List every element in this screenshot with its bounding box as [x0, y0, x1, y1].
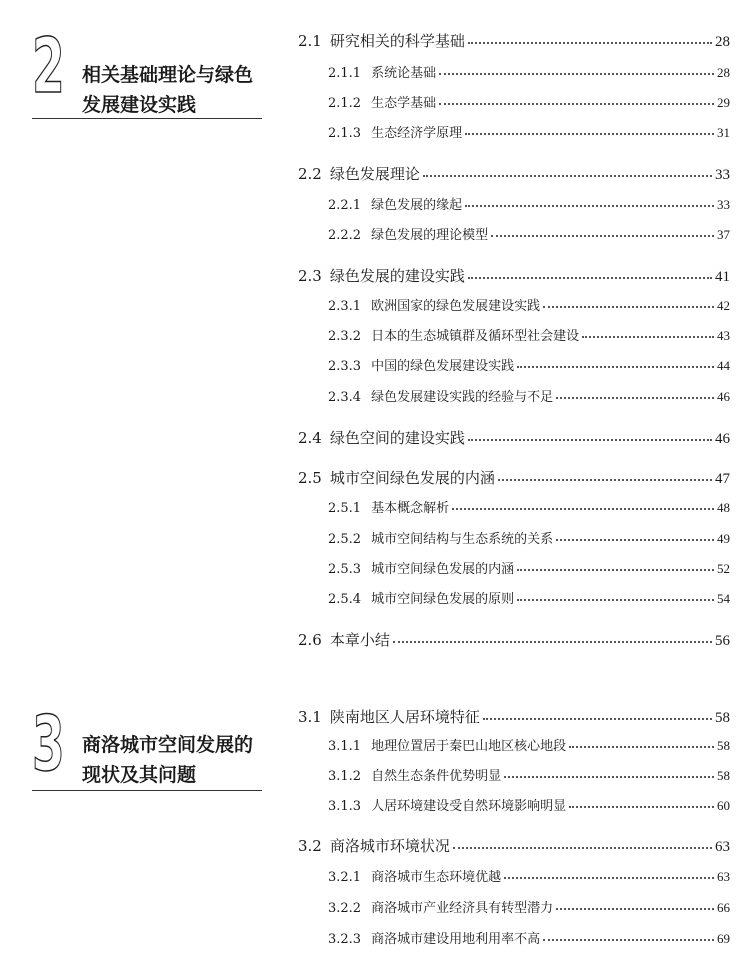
toc-dot-leader — [453, 847, 712, 849]
toc-entry-title: 商洛城市生态环境优越 — [371, 870, 502, 885]
toc-subsection-entry[interactable] — [298, 866, 730, 885]
toc-dot-leader — [498, 479, 712, 481]
toc-page-number: 48 — [717, 500, 730, 515]
toc-page-number: 63 — [715, 839, 730, 855]
toc-entry-title: 人居环境建设受自然环境影响明显 — [371, 799, 567, 814]
toc-page-number: 44 — [717, 358, 730, 373]
toc-dot-leader — [569, 806, 714, 808]
toc-page-number: 58 — [717, 768, 730, 783]
toc-entry-title: 城市空间结构与生态系统的关系 — [371, 532, 554, 547]
chapter-title-line: 现状及其问题 — [82, 764, 197, 786]
toc-dot-leader — [483, 718, 712, 720]
toc-subsection-entry[interactable] — [298, 325, 730, 344]
toc-entry-number: 2.2.2 — [328, 228, 362, 243]
toc-page-number: 69 — [717, 931, 730, 946]
chapter-2-heading — [32, 21, 262, 123]
toc-entry-number: 3.2 — [298, 837, 322, 855]
toc-entry-number: 3.1.3 — [328, 799, 362, 814]
toc-subsection-entry[interactable] — [298, 765, 730, 784]
toc-entry-title: 基本概念解析 — [371, 501, 450, 516]
toc-subsection-entry[interactable] — [298, 194, 730, 213]
toc-entry-number: 2.1.1 — [328, 66, 362, 81]
toc-section-entry[interactable] — [298, 706, 730, 727]
toc-dot-leader — [543, 306, 714, 308]
toc-entry-number: 2.5.3 — [328, 562, 362, 577]
toc-entry-title: 陕南地区人居环境特征 — [329, 708, 480, 726]
toc-dot-leader — [468, 439, 712, 441]
toc-page-number: 47 — [715, 471, 730, 487]
toc-page-number: 52 — [717, 561, 730, 576]
toc-subsection-entry[interactable] — [298, 588, 730, 607]
toc-dot-leader — [556, 908, 714, 910]
toc-dot-leader — [556, 539, 714, 541]
toc-entry-title: 城市空间绿色发展的内涵 — [371, 562, 515, 577]
toc-subsection-entry[interactable] — [298, 355, 730, 374]
toc-entry-number: 2.3.4 — [328, 390, 362, 405]
toc-page-number: 63 — [717, 869, 730, 884]
toc-dot-leader — [556, 397, 714, 399]
toc-dot-leader — [468, 42, 712, 44]
toc-page-number: 46 — [715, 431, 730, 447]
toc-subsection-entry[interactable] — [298, 897, 730, 916]
toc-dot-leader — [569, 746, 714, 748]
toc-entry-title: 商洛城市环境状况 — [329, 837, 450, 855]
toc-subsection-entry[interactable] — [298, 735, 730, 754]
toc-subsection-entry[interactable] — [298, 795, 730, 814]
toc-entry-number: 2.1 — [298, 32, 322, 50]
toc-subsection-entry[interactable] — [298, 62, 730, 81]
toc-entry-number: 2.2 — [298, 165, 322, 183]
toc-entry-title: 绿色发展理论 — [329, 165, 420, 183]
toc-page-number: 60 — [717, 798, 730, 813]
toc-entry-number: 2.3.2 — [328, 329, 362, 344]
toc-entry-number: 2.4 — [298, 429, 322, 447]
toc-section-entry[interactable] — [298, 467, 730, 488]
toc-dot-leader — [468, 277, 712, 279]
toc-entry-title: 系统论基础 — [371, 66, 437, 81]
toc-entry-title: 绿色发展的缘起 — [371, 198, 463, 213]
toc-entry-number: 2.1.2 — [328, 96, 362, 111]
toc-page-number: 28 — [715, 34, 730, 50]
toc-section-entry[interactable] — [298, 265, 730, 286]
toc-entry-number: 2.5 — [298, 469, 322, 487]
chapter-title — [82, 60, 253, 120]
toc-subsection-entry[interactable] — [298, 528, 730, 547]
toc-entry-title: 绿色发展的建设实践 — [329, 267, 465, 285]
toc-dot-leader — [465, 133, 714, 135]
toc-dot-leader — [517, 599, 714, 601]
toc-entry-title: 生态经济学原理 — [371, 126, 463, 141]
toc-page-number: 54 — [717, 591, 730, 606]
toc-entry-title: 城市空间绿色发展的原则 — [371, 592, 515, 607]
toc-dot-leader — [393, 641, 712, 643]
toc-subsection-entry[interactable] — [298, 386, 730, 405]
toc-entry-number: 3.2.3 — [328, 932, 362, 947]
toc-subsection-entry[interactable] — [298, 122, 730, 141]
toc-entry-number: 2.3 — [298, 267, 322, 285]
toc-dot-leader — [543, 939, 714, 941]
chapter-title-line: 发展建设实践 — [82, 94, 197, 116]
toc-section-entry[interactable] — [298, 427, 730, 448]
toc-entry-title: 绿色发展建设实践的经验与不足 — [371, 390, 554, 405]
toc-dot-leader — [465, 205, 714, 207]
toc-subsection-entry[interactable] — [298, 558, 730, 577]
toc-section-entry[interactable] — [298, 629, 730, 650]
toc-dot-leader — [439, 73, 714, 75]
toc-dot-leader — [452, 508, 714, 510]
chapter-title-line: 相关基础理论与绿色 — [82, 64, 254, 86]
toc-entry-title: 绿色发展的理论模型 — [371, 228, 489, 243]
chapter-3-heading — [32, 699, 262, 796]
chapter-title — [82, 730, 253, 790]
toc-page-number: 43 — [717, 328, 730, 343]
toc-subsection-entry[interactable] — [298, 224, 730, 243]
toc-page-number: 33 — [715, 167, 730, 183]
chapter-number: 2 — [32, 21, 65, 110]
toc-page-number: 42 — [717, 298, 730, 313]
toc-entry-number: 3.2.2 — [328, 901, 362, 916]
toc-entry-title: 欧洲国家的绿色发展建设实践 — [371, 299, 541, 314]
toc-page-number: 56 — [715, 633, 730, 649]
toc-entry-title: 自然生态条件优势明显 — [371, 769, 502, 784]
toc-entry-title: 日本的生态城镇群及循环型社会建设 — [371, 329, 580, 344]
toc-entry-title: 中国的绿色发展建设实践 — [371, 359, 515, 374]
toc-page-number: 58 — [717, 738, 730, 753]
toc-page-number: 29 — [717, 95, 730, 110]
toc-entry-number: 3.2.1 — [328, 870, 362, 885]
toc-page-number: 49 — [717, 531, 730, 546]
toc-entry-title: 绿色空间的建设实践 — [329, 429, 465, 447]
toc-entry-number: 2.5.1 — [328, 501, 362, 516]
toc-section-entry[interactable] — [298, 835, 730, 856]
toc-section-entry[interactable] — [298, 30, 730, 51]
toc-entry-number: 2.3.3 — [328, 359, 362, 374]
toc-page-number: 41 — [715, 269, 730, 285]
toc-entry-number: 2.1.3 — [328, 126, 362, 141]
chapter-divider — [32, 790, 262, 791]
toc-subsection-entry[interactable] — [298, 92, 730, 111]
toc-dot-leader — [517, 569, 714, 571]
toc-entry-number: 3.1.1 — [328, 739, 362, 754]
toc-entry-title: 商洛城市建设用地利用率不高 — [371, 932, 541, 947]
toc-dot-leader — [439, 103, 714, 105]
toc-section-entry[interactable] — [298, 163, 730, 184]
toc-dot-leader — [491, 235, 714, 237]
toc-entry-title: 商洛城市产业经济具有转型潜力 — [371, 901, 554, 916]
toc-entry-number: 2.3.1 — [328, 299, 362, 314]
toc-entry-number: 3.1 — [298, 708, 322, 726]
toc-page-number: 28 — [717, 65, 730, 80]
toc-subsection-entry[interactable] — [298, 295, 730, 314]
toc-entry-title: 本章小结 — [329, 631, 390, 649]
toc-entry-number: 2.5.2 — [328, 532, 362, 547]
toc-dot-leader — [423, 175, 712, 177]
toc-page-number: 33 — [717, 197, 730, 212]
toc-entry-title: 城市空间绿色发展的内涵 — [329, 469, 495, 487]
toc-subsection-entry[interactable] — [298, 928, 730, 947]
toc-subsection-entry[interactable] — [298, 497, 730, 516]
toc-page-number: 37 — [717, 227, 730, 242]
chapter-divider — [32, 118, 262, 119]
toc-entry-number: 2.2.1 — [328, 198, 362, 213]
toc-entry-number: 2.6 — [298, 631, 322, 649]
toc-entry-title: 研究相关的科学基础 — [329, 32, 465, 50]
toc-dot-leader — [582, 336, 714, 338]
toc-entry-number: 2.5.4 — [328, 592, 362, 607]
toc-page-number: 58 — [715, 710, 730, 726]
toc-page-number: 66 — [717, 900, 730, 915]
chapter-number: 3 — [32, 699, 65, 788]
toc-entry-title: 生态学基础 — [371, 96, 437, 111]
chapter-title-line: 商洛城市空间发展的 — [82, 734, 254, 756]
toc-dot-leader — [517, 366, 714, 368]
toc-dot-leader — [504, 776, 714, 778]
toc-page-number: 46 — [717, 389, 730, 404]
toc-entry-number: 3.1.2 — [328, 769, 362, 784]
toc-page-number: 31 — [717, 125, 730, 140]
toc-dot-leader — [504, 877, 714, 879]
toc-entry-title: 地理位置居于秦巴山地区核心地段 — [371, 739, 567, 754]
